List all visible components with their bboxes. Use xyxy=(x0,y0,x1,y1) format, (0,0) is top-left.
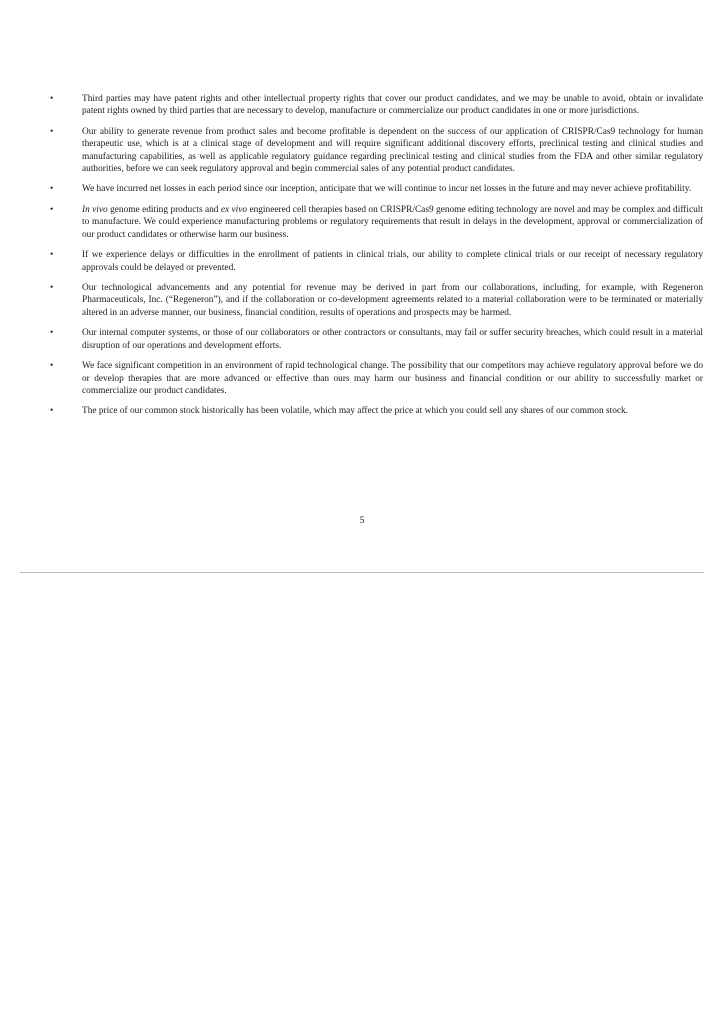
bullet-text: Our internal computer systems, or those of our collaborators or other contractors or consultants, may fail or suffer security breaches, which could result in a material disruption of our operations and development efforts. xyxy=(82,328,703,351)
risk-bullet-security-breaches xyxy=(50,327,703,352)
bullet-glyph: • xyxy=(50,126,54,137)
bullet-glyph: • xyxy=(50,94,54,104)
bullet-text: Our technological advancements and any potential for revenue may be derived in part from our collaborations, including, for example, with Regeneron Pharmaceuticals, Inc. (“Regeneron”), and if the collaboration or co-development agreements related to a material collaboration were to be terminated or materially altered in an adverse manner, our business, financial condition, results of operations and prospects may be harmed. xyxy=(82,283,703,318)
risk-bullet-collaborations xyxy=(50,282,703,319)
bullet-text: Our ability to generate revenue from product sales and become profitable is dependent on the success of our application of CRISPR/Cas9 technology for human therapeutic use, which is at a clinical stage of development and will require significant additional discovery efforts, preclinical testing and clinical studies and manufacturing capabilities, as well as applicable regulatory guidance regarding preclinical testing and clinical studies from the FDA and other similar regulatory authorities, before we can seek regulatory approval and begin commercial sales of any potential product candidates. xyxy=(82,126,703,174)
page-divider xyxy=(20,572,704,573)
bullet-text: Third parties may have patent rights and other intellectual property rights that cover our product candidates, and we may be unable to avoid, obtain or invalidate patent rights owned by third parties that are necessary to develop, manufacture or commercialize our product candidates in one or more jurisdictions. xyxy=(82,94,703,117)
bullet-text xyxy=(82,205,703,240)
bullet-glyph: • xyxy=(50,184,54,195)
italic-term-in-vivo: In vivo xyxy=(82,204,108,215)
italic-term-ex-vivo: ex vivo xyxy=(220,204,248,215)
bullet-text: We face significant competition in an environment of rapid technological change. The possibility that our competitors may achieve regulatory approval before we do or develop therapies that are more advanced or effective than ours may harm our business and financial condition or our ability to successfully market or commercialize our product candidates. xyxy=(82,361,703,396)
bullet-glyph: • xyxy=(50,250,54,261)
risk-bullet-net-losses xyxy=(50,183,703,195)
risk-factor-summary-list xyxy=(50,93,703,426)
risk-bullet-revenue-dependence xyxy=(50,126,703,175)
bullet-text-segment: genome editing products and xyxy=(107,204,221,215)
risk-bullet-stock-volatility xyxy=(50,405,703,417)
risk-bullet-competition xyxy=(50,360,703,397)
bullet-text: If we experience delays or difficulties in the enrollment of patients in clinical trials, our ability to complete clinical trials or our receipt of necessary regulatory approvals could be delayed or prevented. xyxy=(82,250,703,273)
risk-bullet-enrollment xyxy=(50,249,703,274)
bullet-text: The price of our common stock historically has been volatile, which may affect the price at which you could sell any shares of our common stock. xyxy=(82,406,629,417)
bullet-text-segment: engineered cell therapies based on CRISPR/Cas9 genome editing technology are novel and may be complex and difficult to manufacture. We could experience manufacturing problems or regulatory requirements that result in delays in the development, approval or commercialization of our product candidates or otherwise harm our business. xyxy=(82,204,703,240)
bullet-glyph: • xyxy=(50,406,54,417)
risk-bullet-patent-rights xyxy=(50,93,703,118)
bullet-glyph: • xyxy=(50,204,54,215)
bullet-glyph: • xyxy=(50,328,54,339)
bullet-glyph: • xyxy=(50,361,54,372)
page-number: 5 xyxy=(359,516,365,526)
risk-bullet-manufacturing xyxy=(50,204,703,241)
bullet-text: We have incurred net losses in each period since our inception, anticipate that we will continue to incur net losses in the future and may never achieve profitability. xyxy=(82,184,692,195)
bullet-glyph: • xyxy=(50,283,54,294)
